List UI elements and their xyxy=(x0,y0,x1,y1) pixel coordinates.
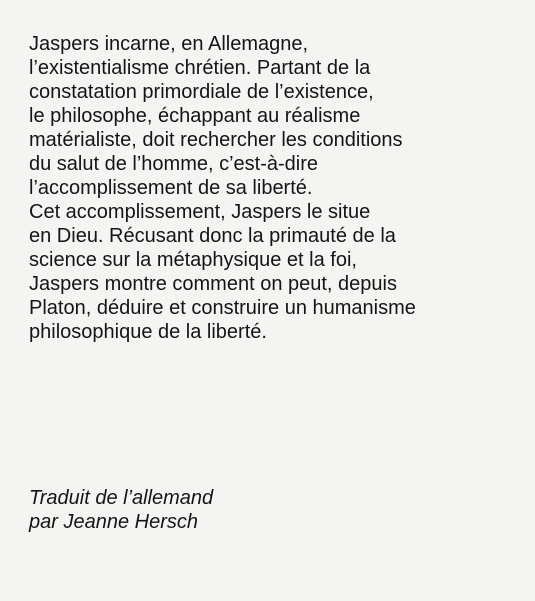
summary-line: constatation primordiale de l’existence, xyxy=(29,81,374,103)
credit-line: Traduit de l’allemand xyxy=(29,487,214,509)
translator-credit xyxy=(29,486,429,534)
summary-paragraph xyxy=(29,32,509,344)
summary-line: science sur la métaphysique et la foi, xyxy=(29,249,357,271)
summary-line: l’existentialisme chrétien. Partant de la xyxy=(29,57,371,79)
summary-line: Jaspers montre comment on peut, depuis xyxy=(29,273,397,295)
summary-line: Cet accomplissement, Jaspers le situe xyxy=(29,201,371,223)
summary-line: Platon, déduire et construire un humanisme xyxy=(29,297,416,319)
summary-line: philosophique de la liberté. xyxy=(29,321,267,343)
summary-line: matérialiste, doit rechercher les conditions xyxy=(29,129,403,151)
summary-line: en Dieu. Récusant donc la primauté de la xyxy=(29,225,396,247)
summary-line: Jaspers incarne, en Allemagne, xyxy=(29,33,309,55)
credit-line: par Jeanne Hersch xyxy=(29,511,198,533)
summary-line: l’accomplissement de sa liberté. xyxy=(29,177,313,199)
summary-line: le philosophe, échappant au réalisme xyxy=(29,105,361,127)
summary-line: du salut de l’homme, c’est-à-dire xyxy=(29,153,319,175)
